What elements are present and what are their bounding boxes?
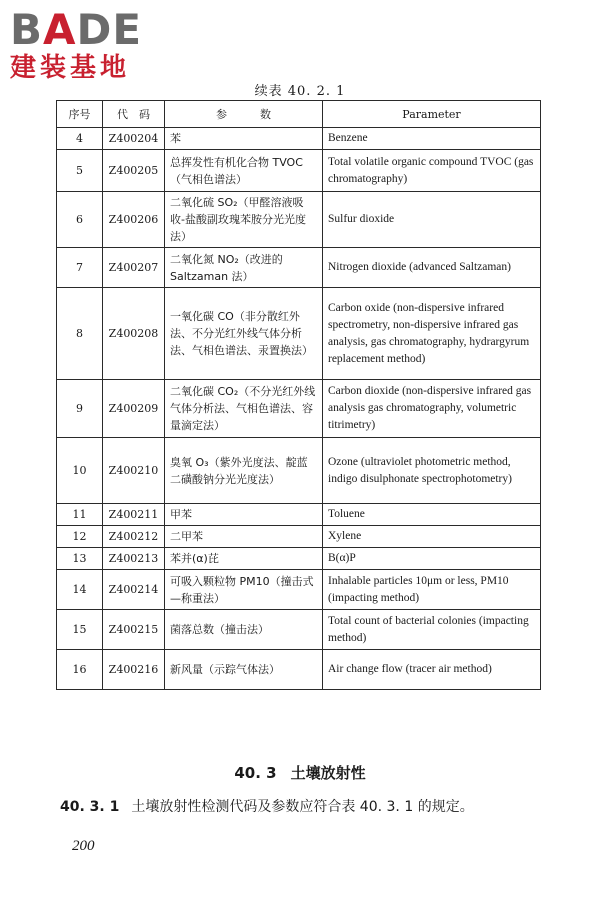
row-number: 14 (57, 570, 103, 610)
header-code: 代 码 (103, 101, 165, 128)
table-row (57, 650, 541, 690)
header-no: 序号 (57, 101, 103, 128)
table-row (57, 380, 541, 438)
header-parameter-zh: 参 数 (165, 101, 323, 128)
row-number: 12 (57, 526, 103, 548)
table-row (57, 570, 541, 610)
row-parameter-zh: 甲苯 (165, 504, 323, 526)
table-row (57, 248, 541, 288)
row-code: Z400216 (103, 650, 165, 690)
table-row (57, 438, 541, 504)
row-number: 4 (57, 128, 103, 150)
row-parameter-en: Carbon oxide (non-dispersive infrared spectrometry, non-dispersive infrared gas analysis, gas chromatography, hydrargyrum replacement method) (323, 288, 541, 380)
row-code: Z400206 (103, 192, 165, 248)
table-row (57, 288, 541, 380)
section-title: 土壤放射性 (290, 764, 366, 782)
row-parameter-en: Total volatile organic compound TVOC (gas chromatography) (323, 150, 541, 192)
row-parameter-en: Benzene (323, 128, 541, 150)
row-parameter-zh: 苯并(α)芘 (165, 548, 323, 570)
row-code: Z400208 (103, 288, 165, 380)
row-code: Z400204 (103, 128, 165, 150)
parameter-table (56, 100, 541, 690)
row-code: Z400210 (103, 438, 165, 504)
row-number: 5 (57, 150, 103, 192)
row-number: 11 (57, 504, 103, 526)
clause-number: 40. 3. 1 (60, 799, 120, 815)
page-number: 200 (72, 838, 95, 854)
table-row (57, 548, 541, 570)
table-row (57, 610, 541, 650)
section-number: 40. 3 (234, 764, 277, 782)
row-parameter-zh: 二甲苯 (165, 526, 323, 548)
row-parameter-zh: 二氧化硫 SO₂（甲醛溶液吸收-盐酸副玫瑰苯胺分光光度法） (165, 192, 323, 248)
row-parameter-zh: 可吸入颗粒物 PM10（撞击式—称重法） (165, 570, 323, 610)
table-row (57, 150, 541, 192)
row-code: Z400205 (103, 150, 165, 192)
table-row (57, 192, 541, 248)
row-parameter-en: Inhalable particles 10μm or less, PM10 (impacting method) (323, 570, 541, 610)
row-parameter-en: Toluene (323, 504, 541, 526)
row-parameter-en: Total count of bacterial colonies (impacting method) (323, 610, 541, 650)
clause-paragraph (60, 796, 580, 816)
row-code: Z400209 (103, 380, 165, 438)
row-code: Z400207 (103, 248, 165, 288)
logo-subtitle: 建装基地 (10, 53, 131, 83)
row-number: 9 (57, 380, 103, 438)
row-parameter-en: Nitrogen dioxide (advanced Saltzaman) (323, 248, 541, 288)
row-parameter-zh: 苯 (165, 128, 323, 150)
table-row (57, 526, 541, 548)
row-number: 10 (57, 438, 103, 504)
row-parameter-zh: 臭氧 O₃（紫外光度法、靛蓝二磺酸钠分光光度法） (165, 438, 323, 504)
table-title: 续表 40. 2. 1 (254, 84, 346, 99)
table-row (57, 504, 541, 526)
row-parameter-en: B(α)P (323, 548, 541, 570)
header-parameter-en: Parameter (323, 101, 541, 128)
row-number: 16 (57, 650, 103, 690)
row-code: Z400214 (103, 570, 165, 610)
row-number: 6 (57, 192, 103, 248)
table-header-row (57, 101, 541, 128)
clause-text: 土壤放射性检测代码及参数应符合表 40. 3. 1 的规定。 (131, 799, 474, 815)
row-parameter-en: Sulfur dioxide (323, 192, 541, 248)
section-heading (0, 762, 600, 783)
row-number: 13 (57, 548, 103, 570)
row-code: Z400212 (103, 526, 165, 548)
row-parameter-zh: 总挥发性有机化合物 TVOC（气相色谱法） (165, 150, 323, 192)
row-code: Z400215 (103, 610, 165, 650)
row-parameter-zh: 菌落总数（撞击法） (165, 610, 323, 650)
bade-logo (10, 5, 180, 84)
row-parameter-zh: 二氧化碳 CO₂（不分光红外线气体分析法、气相色谱法、容量滴定法） (165, 380, 323, 438)
row-number: 15 (57, 610, 103, 650)
row-code: Z400213 (103, 548, 165, 570)
row-number: 8 (57, 288, 103, 380)
row-parameter-en: Carbon dioxide (non-dispersive infrared gas analysis gas chromatography, volumetric titrimetry) (323, 380, 541, 438)
row-parameter-zh: 新风量（示踪气体法） (165, 650, 323, 690)
logo-wordmark: BADE (10, 5, 143, 54)
row-parameter-en: Air change flow (tracer air method) (323, 650, 541, 690)
row-parameter-en: Ozone (ultraviolet photometric method, indigo disulphonate spectrophotometry) (323, 438, 541, 504)
row-parameter-zh: 二氧化氮 NO₂（改进的 Saltzaman 法） (165, 248, 323, 288)
row-number: 7 (57, 248, 103, 288)
row-code: Z400211 (103, 504, 165, 526)
table-row (57, 128, 541, 150)
row-parameter-en: Xylene (323, 526, 541, 548)
row-parameter-zh: 一氧化碳 CO（非分散红外法、不分光红外线气体分析法、气相色谱法、汞置换法） (165, 288, 323, 380)
